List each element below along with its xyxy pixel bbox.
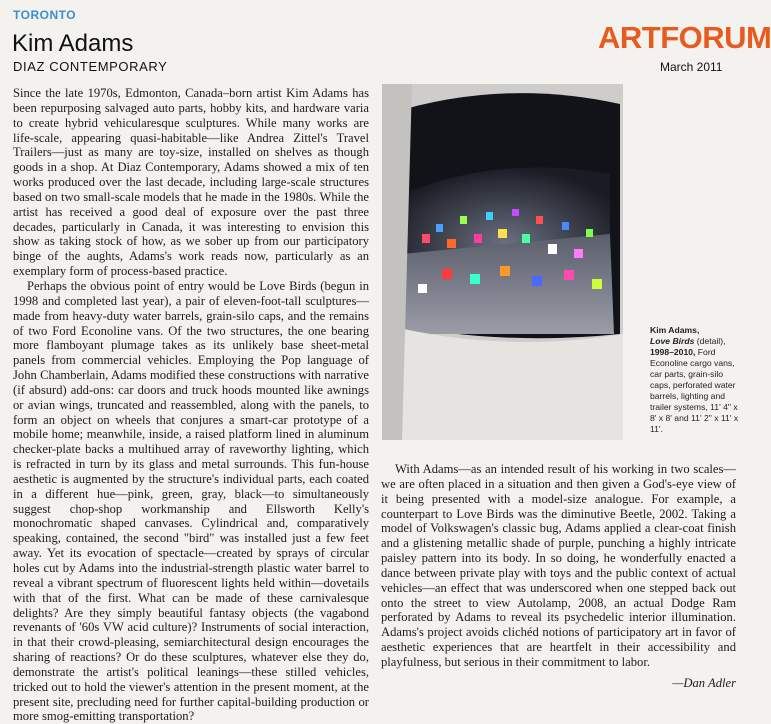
caption-artist: Kim Adams,: [650, 325, 700, 335]
caption-years: 1998–2010,: [650, 347, 696, 357]
caption-detail: (detail),: [694, 336, 726, 346]
right-column: [381, 462, 736, 691]
installation-photo: [382, 84, 623, 440]
issue-date: March 2011: [660, 60, 723, 74]
city-label: TORONTO: [13, 8, 77, 22]
caption-materials: Ford Econoline cargo vans, car parts, grain-silo caps, perforated water barrels, lighting and trailer systems, 11' 4" x 8' x 8' and 11' 2" x 11' x 11'.: [650, 347, 739, 434]
author-signature: —Dan Adler: [672, 675, 736, 690]
review-paragraph-2: Perhaps the obvious point of entry would be Love Birds (begun in 1998 and completed last year), a pair of eleven-foot-tall sculptures—made from heavy-duty water barrels, grain-silo caps, and the remains of two Ford Econoline vans. Of the two structures, the one bearing more flamboyant plumage takes as its unlikely base sheet-metal panels from commercial vehicles. Employing the Pop language of John Chamberlain, Adams modified these constructions with narrative (if absurd) add-ons: car doors and truck hoods mounted like awnings or avian wings, truncated and reassembled, along with the panels, to form an object on wheels that conjures a smart-car prototype of a mobile home; meanwhile, inside, a raised platform lined in aluminum checker-plate backs a multihued array of raveworthy lighting, which is refracted in turn by its glass and metal surrounds. This fun-house aesthetic is augmented by the structure's individual parts, each coated in a different hue—pink, green, gray, black—to simultaneously suggest chop-shop workmanship and Ellsworth Kelly's monochromatic shaped canvases. Cylindrical and, comparatively speaking, contained, the second "bird" was installed just a few feet away. Yet its evocation of spectacle—created by sprays of circular holes cut by Adams into the industrial-strength plastic water barrel to reveal a vibrant spectrum of fluorescent lights held within—dovetails with that of the first. What can be made of these carnivalesque delights? Are they simply beautiful fantasy objects (the vagabond revenants of '60s VW acid culture)? Instruments of social interaction, in that their crowd-pleasing, semiarchitectural design encourages the sharing of reactions? Or do these sculptures, whatever else they do, demonstrate the artist's political leanings—these stilled vehicles, tricked out to hold the viewer's attention in the present moment, at the present site, precluding need for further capital-building production or more smog-emitting transportation?: [13, 278, 369, 724]
venue-name: DIAZ CONTEMPORARY: [13, 59, 168, 74]
review-paragraph-1: Since the late 1970s, Edmonton, Canada–born artist Kim Adams has been repurposing salvaged auto parts, hobby kits, and hardware varia to create hybrid vehicularesque sculptures. While many works are life-scale, appearing quasi-habitable—like Andrea Zittel's Travel Trailers—just as many are toy-size, installed on shelves as though goods in a shop. At Diaz Contemporary, Adams showed a mix of ten works produced over the last decade, including large-scale structures based on two small-scale models that he made in the 1980s. While the artist has received a good deal of exposure over the past three decades, particularly in Canada, it was interesting to envision this show as taking stock of how, as we sober up from our participatory binge of the aughts, Adams's work reads now, particularly as an exemplary form of process-based practice.: [13, 86, 369, 279]
caption-title: Love Birds: [650, 336, 695, 346]
left-column: [13, 86, 369, 724]
review-paragraph-3: With Adams—as an intended result of his working in two scales—we are often placed in a situation and then given a God's-eye view of it being presented with a model-size analogue. For example, a counterpart to Love Birds was the diminutive Beetle, 2002. Taking a model of Volkswagen's classic bug, Adams applied a clear-coat finish and a glistening metallic shade of purple, punching a highly intricate paisley pattern into its body. In so doing, he wonderfully enacted a dance between private play with toys and the public context of actual vehicles—an effect that was underscored when one stepped back out onto the street to view Autolamp, 2008, an actual Dodge Ram perforated by Adams to reveal its psychedelic interior illumination. Adams's project avoids clichéd notions of participatory art in favor of aesthetic experiences that are heartfelt in their accessibility and playfulness, but serious in their commitment to labor.: [381, 462, 736, 669]
photo-caption: [650, 325, 744, 435]
artforum-logo: ARTFORUM: [598, 20, 771, 55]
artist-name: Kim Adams: [12, 30, 134, 57]
